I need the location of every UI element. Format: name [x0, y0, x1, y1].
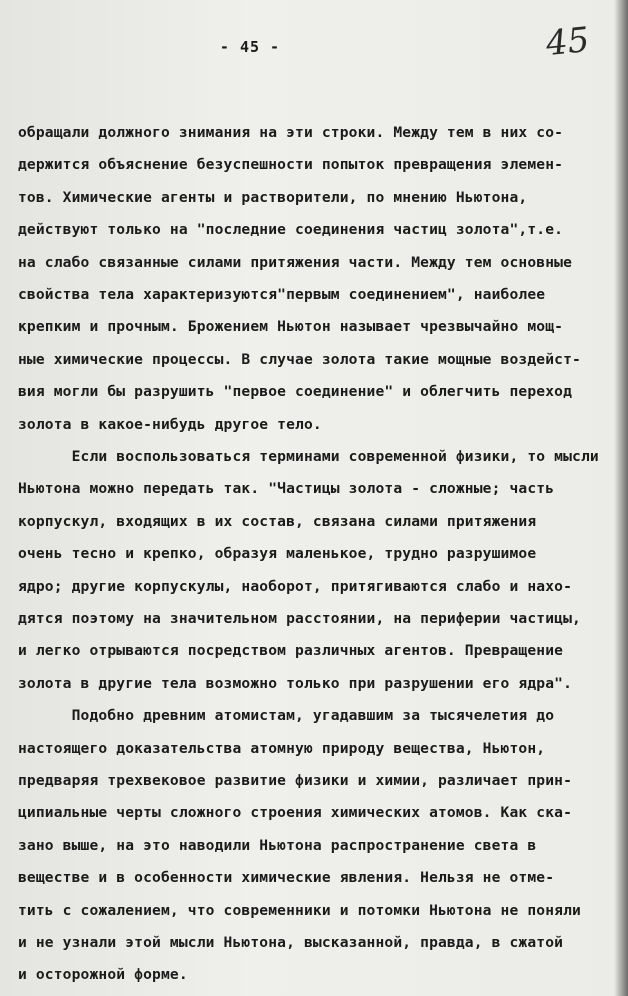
- text-line: крепким и прочным. Брожением Ньютон называет чрезвычайно мощ-: [18, 318, 564, 336]
- text-line: свойства тела характеризуются"первым соединением", наиболее: [18, 286, 546, 303]
- text-line: ципиальные черты сложного строения химических атомов. Как ска-: [18, 804, 573, 822]
- text-line: Подобно древним атомистам, угадавшим за тысячелетия до: [18, 707, 555, 725]
- text-line: настоящего доказательства атомную природу вещества, Ньютон,: [18, 739, 546, 757]
- text-line: дятся поэтому на значительном расстоянии, на периферии частицы,: [18, 610, 581, 627]
- text-line: действуют только на "последние соединения частиц золота",т.е.: [18, 221, 564, 239]
- text-line: Ньютона можно передать так. "Частицы золота - сложные; часть: [18, 480, 555, 498]
- text-line: ные химические процессы. В случае золота такие мощные воздейст-: [18, 350, 581, 368]
- text-line: и не узнали этой мысли Ньютона, высказанной, правда, в сжатой: [18, 934, 564, 951]
- text-line: и осторожной форме.: [18, 966, 188, 984]
- text-line: и легко отрываются посредством различных агентов. Превращение: [18, 642, 564, 660]
- text-line: веществе и в особенности химические явления. Нельзя не отме-: [18, 869, 555, 887]
- text-line: Если воспользоваться терминами современной физики, то мысли: [18, 448, 599, 465]
- page-number: - 45 -: [219, 38, 281, 56]
- text-line: корпускул, входящих в их состав, связана силами притяжения: [18, 512, 537, 530]
- text-line: зано выше, на это наводили Ньютона распространение света в: [18, 836, 537, 854]
- text-line: золота в какое-нибудь другое тело.: [18, 415, 322, 433]
- text-line: ядро; другие корпускулы, наоборот, притягиваются слабо и нахо-: [18, 577, 573, 595]
- text-line: золота в другие тела возможно только при разрушении его ядра".: [18, 674, 573, 692]
- text-line: тов. Химические агенты и растворители, по мнению Ньютона,: [18, 188, 528, 206]
- text-line: предваряя трехвековое развитие физики и химии, различает прин-: [18, 772, 573, 789]
- text-line: обращали должного знимания на эти строки. Между тем в них со-: [18, 124, 564, 141]
- text-line: на слабо связанные силами притяжения части. Между тем основные: [18, 253, 573, 271]
- text-line: тить с сожалением, что современники и потомки Ньютона не поняли: [18, 901, 581, 919]
- text-line: очень тесно и крепко, образуя маленькое, трудно разрушимое: [18, 545, 537, 563]
- page-edge-shadow: [614, 0, 628, 996]
- text-line: держится объяснение безуспешности попыток превращения элемен-: [18, 156, 564, 174]
- text-line: вия могли бы разрушить "первое соединение" и облегчить переход: [18, 383, 573, 401]
- handwritten-page-number: 45: [544, 19, 592, 65]
